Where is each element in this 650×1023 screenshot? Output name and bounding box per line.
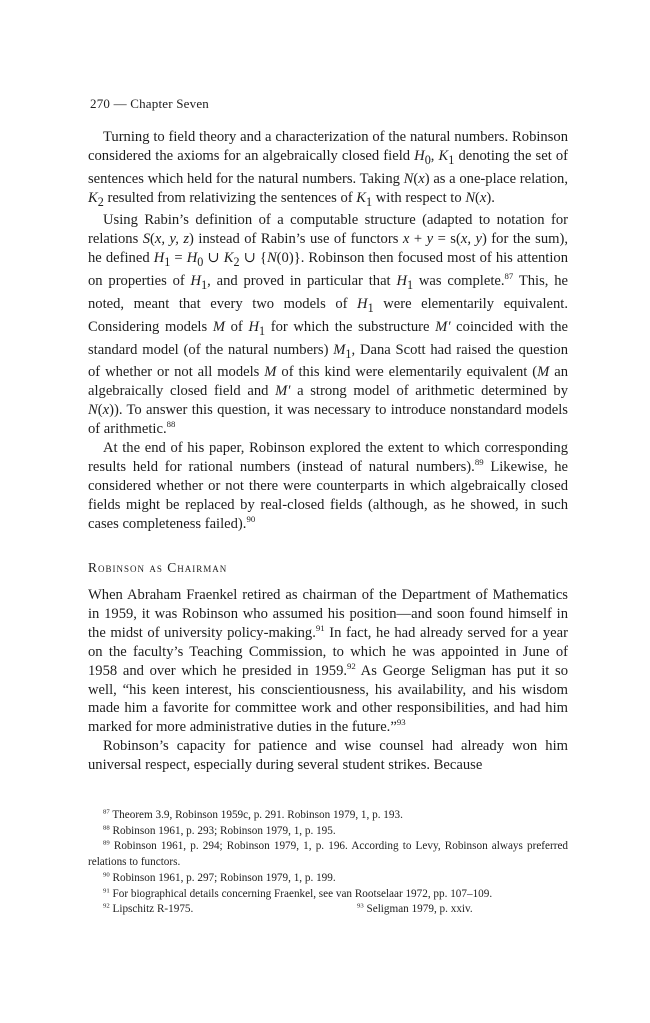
footnote: $^{89}$ Robinson 1961, p. 294; Robinson 1979, 1, p. 196. According to Levy, Robinson always preferred relations to functors. — [88, 839, 569, 869]
paragraph: Turning to field theory and a characterization of the natural numbers. Robinson considered the axioms for an algebraically closed field $H_0$, $K_1$ denoting the set of sentences which held for the natural numbers. Taking N(x) as a one-place relation, $K_2$ resulted from relativizing the sentences of $K_1$ with respect to N(x). — [88, 129, 568, 209]
paragraph: When Abraham Fraenkel retired as chairman of the Department of Mathematics in 1959, it was Robinson who assumed his position—and soon found himself in the midst of university policy-making.$^{91}$ In fact, he had already served for a year on the faculty’s Teaching Commission, to which he was appointed in June of 1958 and over which he presided in 1959.92 As George Seligman has put it so well, “his keen interest, his conscientiousness, his availability, and his wisdom made him a favorite for committee work and other responsibilities, and had him marked for more administrative duties in the future.”$^{93}$ — [88, 587, 568, 736]
paragraph: Robinson’s capacity for patience and wise counsel had already won him universal respect, especially during several student strikes. Because — [88, 738, 568, 774]
footnotes — [88, 808, 568, 918]
footnote: $^{93}$ Seligman 1979, p. xxiv. — [357, 902, 473, 916]
page-number: 270 — [90, 96, 111, 111]
footnote: $^{90}$ Robinson 1961, p. 297; Robinson 1979, 1, p. 199. — [103, 871, 336, 884]
footnote-row — [88, 902, 568, 918]
body-text-upper — [88, 128, 568, 533]
footnote: $^{87}$ Theorem 3.9, Robinson 1959c, p. 291. Robinson 1979, 1, p. 193. — [103, 808, 403, 821]
paragraph: Using Rabin’s definition of a computable structure (adapted to notation for relations S(x, y, z) instead of Rabin’s use of functors x + y = s(x, y) for the sum), he defined $H_1 = H_0$ ∪ $K_2$ ∪ {N(0)}. Robinson then focused most of his attention on properties of $H_1$, and proved in particular that $H_1$ was complete.$^{87}$ This, he noted, meant that every two models of $H_1$ were elementarily equivalent. Considering models M of $H_1$ for which the substructure M′ coincided with the standard model (of the natural numbers) $M_1$, Dana Scott had raised the question of whether or not all models M of this kind were elementarily equivalent (M an algebraically closed field and M′ a strong model of arithmetic determined by N(x)). To answer this question, it was necessary to introduce nonstandard models of arithmetic.$^{88}$ — [88, 212, 569, 438]
footnote: $^{92}$ Lipschitz R-1975. — [103, 902, 194, 916]
header-separator: — — [113, 96, 127, 111]
running-header — [90, 96, 209, 112]
body-text-lower — [88, 586, 568, 775]
footnote: $^{91}$ For biographical details concerning Fraenkel, see van Rootselaar 1972, pp. 107–109. — [103, 886, 493, 900]
paragraph: At the end of his paper, Robinson explored the extent to which corresponding results held for rational numbers (instead of natural numbers).$^{89}$ Likewise, he considered whether or not there were counterparts in which algebraically closed fields might be replaced by real-closed fields (although, as he showed, in such cases completeness failed).$^{90}$ — [88, 439, 569, 532]
footnote: $^{88}$ Robinson 1961, p. 293; Robinson 1979, 1, p. 195. — [103, 823, 336, 837]
chapter-title: Chapter Seven — [130, 96, 209, 111]
section-heading: Robinson as Chairman — [88, 560, 228, 575]
